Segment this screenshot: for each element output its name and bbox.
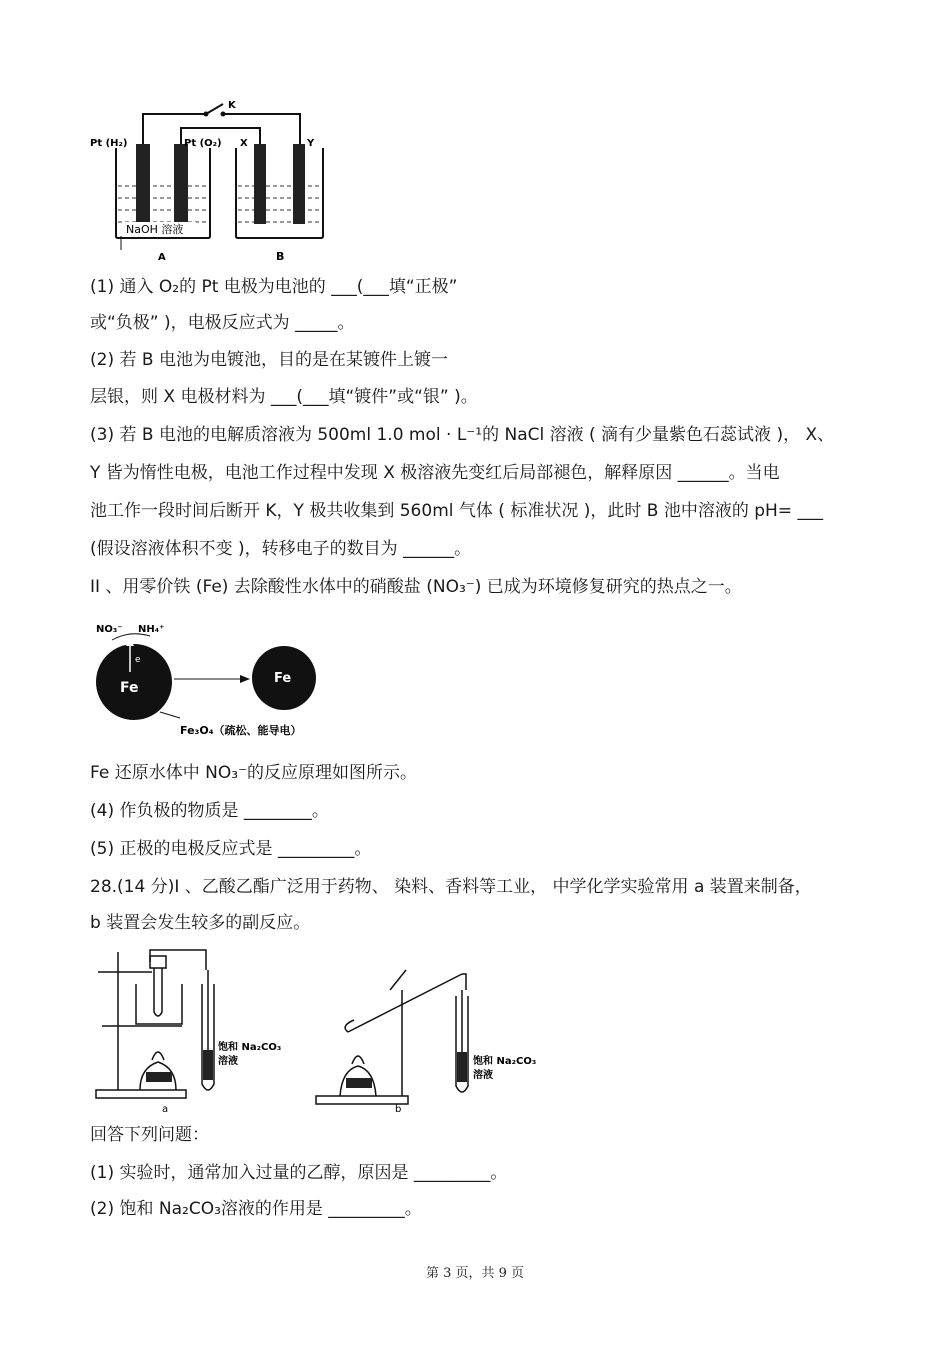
label-b-line-1: 饱和 Na₂CO₃ (473, 1056, 537, 1067)
cell-b-label: B (276, 250, 285, 263)
x-electrode-label: X (240, 138, 248, 149)
question-1-line-2: 或“负极” )，电极反应式为 _____。 (90, 313, 355, 333)
part-2-intro: II 、用零价铁 (Fe) 去除酸性水体中的硝酸盐 (NO₃⁻) 已成为环境修复研究的热点之一。 (90, 577, 742, 597)
question-4: (4) 作负极的物质是 ________。 (90, 801, 329, 821)
figure-ester-apparatus (90, 940, 550, 1120)
nh4-label: NH₄⁺ (138, 624, 165, 635)
question-3-line-3: 池工作一段时间后断开 K，Y 极共收集到 560ml 气体 ( 标准状况 )，此时 B 池中溶液的 pH= ___ (90, 501, 823, 521)
label-a-line-1: 饱和 Na₂CO₃ (218, 1042, 282, 1053)
naoh-solution-label: NaOH 溶液 (126, 223, 184, 236)
caption-a: a (162, 1104, 169, 1115)
caption-b: b (395, 1104, 402, 1115)
question-28-line-1: 28.(14 分)I 、乙酸乙酯广泛用于药物、 染料、香料等工业， 中学化学实验常用 a 装置来制备， (90, 877, 812, 897)
question-2-line-2: 层银，则 X 电极材料为 ___(___填“镀件”或“银” )。 (90, 387, 478, 407)
question-1-line-1: (1) 通入 O₂的 Pt 电极为电池的 ___(___填“正极” (90, 277, 458, 297)
y-electrode-label: Y (307, 138, 315, 149)
question-3-line-4: (假设溶液体积不变 )，转移电子的数目为 ______。 (90, 539, 472, 559)
pt-o2-label: Pt (O₂) (184, 138, 222, 149)
question-2-line-1: (2) 若 B 电池为电镀池，目的是在某镀件上镀一 (90, 350, 448, 370)
question-3-line-2: Y 皆为惰性电极，电池工作过程中发现 X 极溶液先变红后局部褪色，解释原因 ______。当电 (90, 463, 780, 483)
question-3-line-1: (3) 若 B 电池的电解质溶液为 500ml 1.0 mol · L⁻¹的 NaCl 溶液 ( 滴有少量紫色石蕊试液 )， X、 (90, 425, 835, 445)
switch-label: K (228, 100, 236, 111)
question-5: (5) 正极的电极反应式是 _________。 (90, 839, 372, 859)
fe-right-label: Fe (274, 671, 292, 686)
question-28-line-2: b 装置会发生较多的副反应。 (90, 913, 311, 933)
fe3o4-label: Fe₃O₄（疏松、能导电） (180, 724, 302, 737)
pt-h2-label: Pt (H₂) (90, 138, 128, 149)
figure-iron-reduction (92, 612, 332, 742)
question-28-2: (2) 饱和 Na₂CO₃溶液的作用是 _________。 (90, 1199, 422, 1219)
page-footer: 第 3 页，共 9 页 (425, 1266, 525, 1281)
electron-label: e (135, 655, 141, 665)
fe-left-label: Fe (120, 680, 139, 696)
figure-fuel-cell-electrolysis (88, 96, 338, 266)
question-28-1: (1) 实验时，通常加入过量的乙醇，原因是 _________。 (90, 1163, 508, 1183)
label-a-line-2: 溶液 (218, 1056, 238, 1067)
cell-a-label: A (158, 252, 166, 263)
no3-label: NO₃⁻ (96, 624, 123, 635)
fe-reaction-text: Fe 还原水体中 NO₃⁻的反应原理如图所示。 (90, 763, 418, 783)
label-b-line-2: 溶液 (473, 1070, 493, 1081)
answer-intro: 回答下列问题： (90, 1125, 209, 1145)
